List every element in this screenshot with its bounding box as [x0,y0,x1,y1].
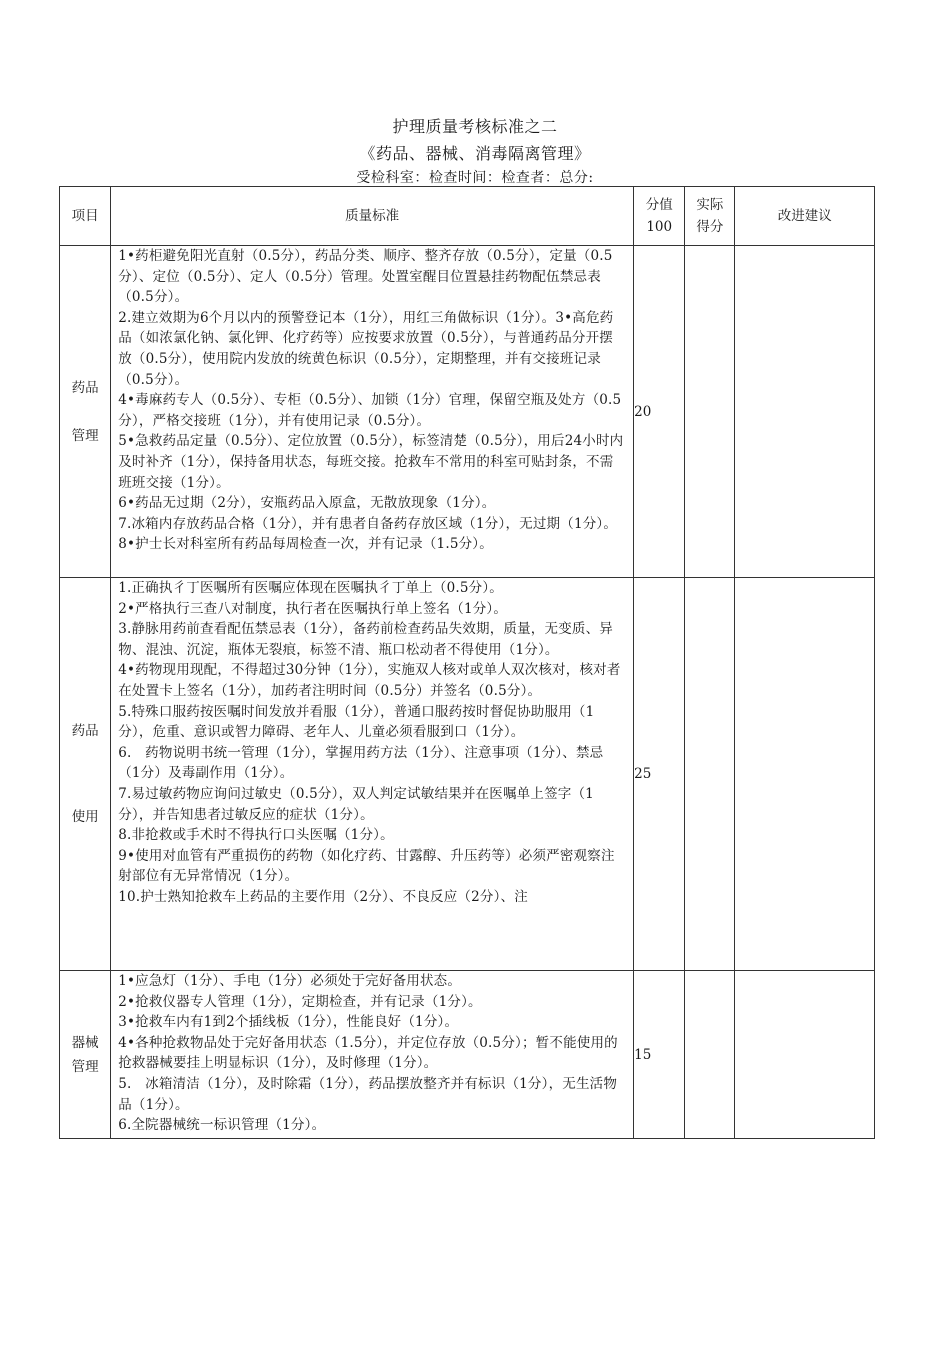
section-score: 25 [634,578,685,971]
standard-item: 5.特殊口服药按医嘱时间发放并看服（1分），普通口服药按时督促协助服用（1分），危重、意识或智力障碍、老年人、儿童必须看服到口（1分）。 [118,703,595,741]
standard-item: 6.全院器械统一标识管理（1分）。 [118,1117,326,1134]
standard-item: 1•药柜避免阳光直射（0.5分），药品分类、顺序、整齐存放（0.5分），定量（0.5分）、定位（0.5分）、定人（0.5分）管理。处置室醒目位置悬挂药物配伍禁忌表（0.5分）。 [118,248,613,306]
header-score-total: 100 [646,219,673,235]
section-item-line1: 药品 [71,379,99,396]
standard-item: 4•药物现用现配，不得超过30分钟（1分），实施双人核对或单人双次核对，核对者在处置卡上签名（1分），加药者注明时间（0.5分）并签名（0.5分）。 [118,662,621,699]
standard-item: 6. 药物说明书统一管理（1分），掌握用药方法（1分）、注意事项（1分）、禁忌（1分）及毒副作用（1分）。 [118,744,604,782]
inspection-meta-line: 受检科室：检查时间：检查者：总分: [356,170,594,186]
section-item [60,246,111,578]
standard-item: 8•护士长对科室所有药品每周检查一次，并有记录（1.5分）。 [118,536,493,553]
standard-item: 3•抢救车内有1到2个插线板（1分），性能良好（1分）。 [118,1014,459,1031]
document-title: 护理质量考核标准之二 [392,117,558,136]
standard-item: 2•抢救仪器专人管理（1分），定期检查，并有记录（1分）。 [118,993,482,1010]
standard-item: 2.建立效期为6个月以内的预警登记本（1分），用红三角做标识（1分）。3•高危药品（如浓氯化钠、氯化钾、化疗药等）应按要求放置（0.5分），与普通药品分开摆放（0.5分），使用院内发放的统黄色标识（0.5分），定期整理，并有交接班记录（0.5分）。 [118,309,614,388]
header-actual-line1: 实际 [696,197,724,213]
suggestion-cell[interactable] [735,971,875,1139]
actual-score-cell[interactable] [685,578,735,971]
header-standard: 质量标准 [111,187,634,246]
header-score [634,187,685,246]
standard-item: 6•药品无过期（2分），安瓶药品入原盒，无散放现象（1分）。 [118,495,496,512]
section-item-line2: 使用 [71,809,99,825]
standard-item: 4•毒麻药专人（0.5分）、专柜（0.5分）、加锁（1分）官理，保留空瓶及处方（0.5分），严格交接班（1分），并有使用记录（0.5分）。 [118,392,622,429]
header-score-label: 分值 [645,197,673,213]
standard-item: 4•各种抢救物品处于完好备用状态（1.5分），并定位存放（0.5分）；暂不能使用的抢救器械要挂上明显标识（1分），及时修理（1分）。 [118,1034,618,1072]
header-suggestion: 改进建议 [735,187,875,246]
section-item-line2: 管理 [71,427,99,444]
standard-item: 7.易过敏药物应询问过敏史（0.5分），双人判定试敏结果并在医嘱单上签字（1分），并告知患者过敏反应的症状（1分）。 [118,785,594,823]
header-actual [685,187,735,246]
header-item: 项目 [60,187,111,246]
table-row [60,246,875,578]
standard-item: 5. 冰箱清洁（1分），及时除霜（1分），药品摆放整齐并有标识（1分），无生活物品（1分）。 [118,1075,618,1113]
standard-item: 1•应急灯（1分）、手电（1分）必须处于完好备用状态。 [118,973,462,989]
document-subtitle: 《药品、器械、消毒隔离管理》 [359,144,591,163]
section-item-line1: 器械 [71,1034,99,1051]
actual-score-cell[interactable] [685,246,735,578]
standard-item: 3.静脉用药前查看配伍禁忌表（1分），备药前检查药品失效期，质量，无变质、异物、混浊、沉淀，瓶体无裂痕，标签不清、瓶口松动者不得使用（1分）。 [118,621,614,658]
standard-item: 7.冰箱内存放药品合格（1分），并有患者自备药存放区域（1分），无过期（1分）。 [118,515,618,532]
section-item [60,578,111,971]
section-score: 15 [634,971,685,1139]
standard-item: 8.非抢救或手术时不得执行口头医嘱（1分）。 [118,827,394,844]
standard-item: 10.护士熟知抢救车上药品的主要作用（2分）、不良反应（2分）、注 [118,888,528,905]
section-standards [111,246,634,578]
actual-score-cell[interactable] [685,971,735,1139]
assessment-table [59,186,875,1139]
section-standards [111,578,634,971]
standard-item: 9•使用对血管有严重损伤的药物（如化疗药、甘露醇、升压药等）必须严密观察注射部位有无异常情况（1分）。 [118,847,615,885]
table-row [60,578,875,971]
standard-item: 1.正确执彳丁医嘱所有医嘱应体现在医嘱执彳丁单上（0.5分）。 [118,580,503,596]
section-score: 20 [634,246,685,578]
suggestion-cell[interactable] [735,578,875,971]
table-header-row [60,187,875,246]
section-item-line1: 药品 [71,723,99,739]
section-standards [111,971,634,1139]
suggestion-cell[interactable] [735,246,875,578]
standard-item: 5•急救药品定量（0.5分）、定位放置（0.5分），标签清楚（0.5分），用后24小时内及时补齐（1分），保持备用状态，每班交接。抢救车不常用的科室可贴封条，不需班班交接（1分）。 [118,433,624,491]
section-item-line2: 管理 [71,1058,99,1075]
standard-item: 2•严格执行三查八对制度，执行者在医嘱执行单上签名（1分）。 [118,600,508,617]
table-row [60,971,875,1139]
header-actual-line2: 得分 [696,219,724,235]
section-item [60,971,111,1139]
